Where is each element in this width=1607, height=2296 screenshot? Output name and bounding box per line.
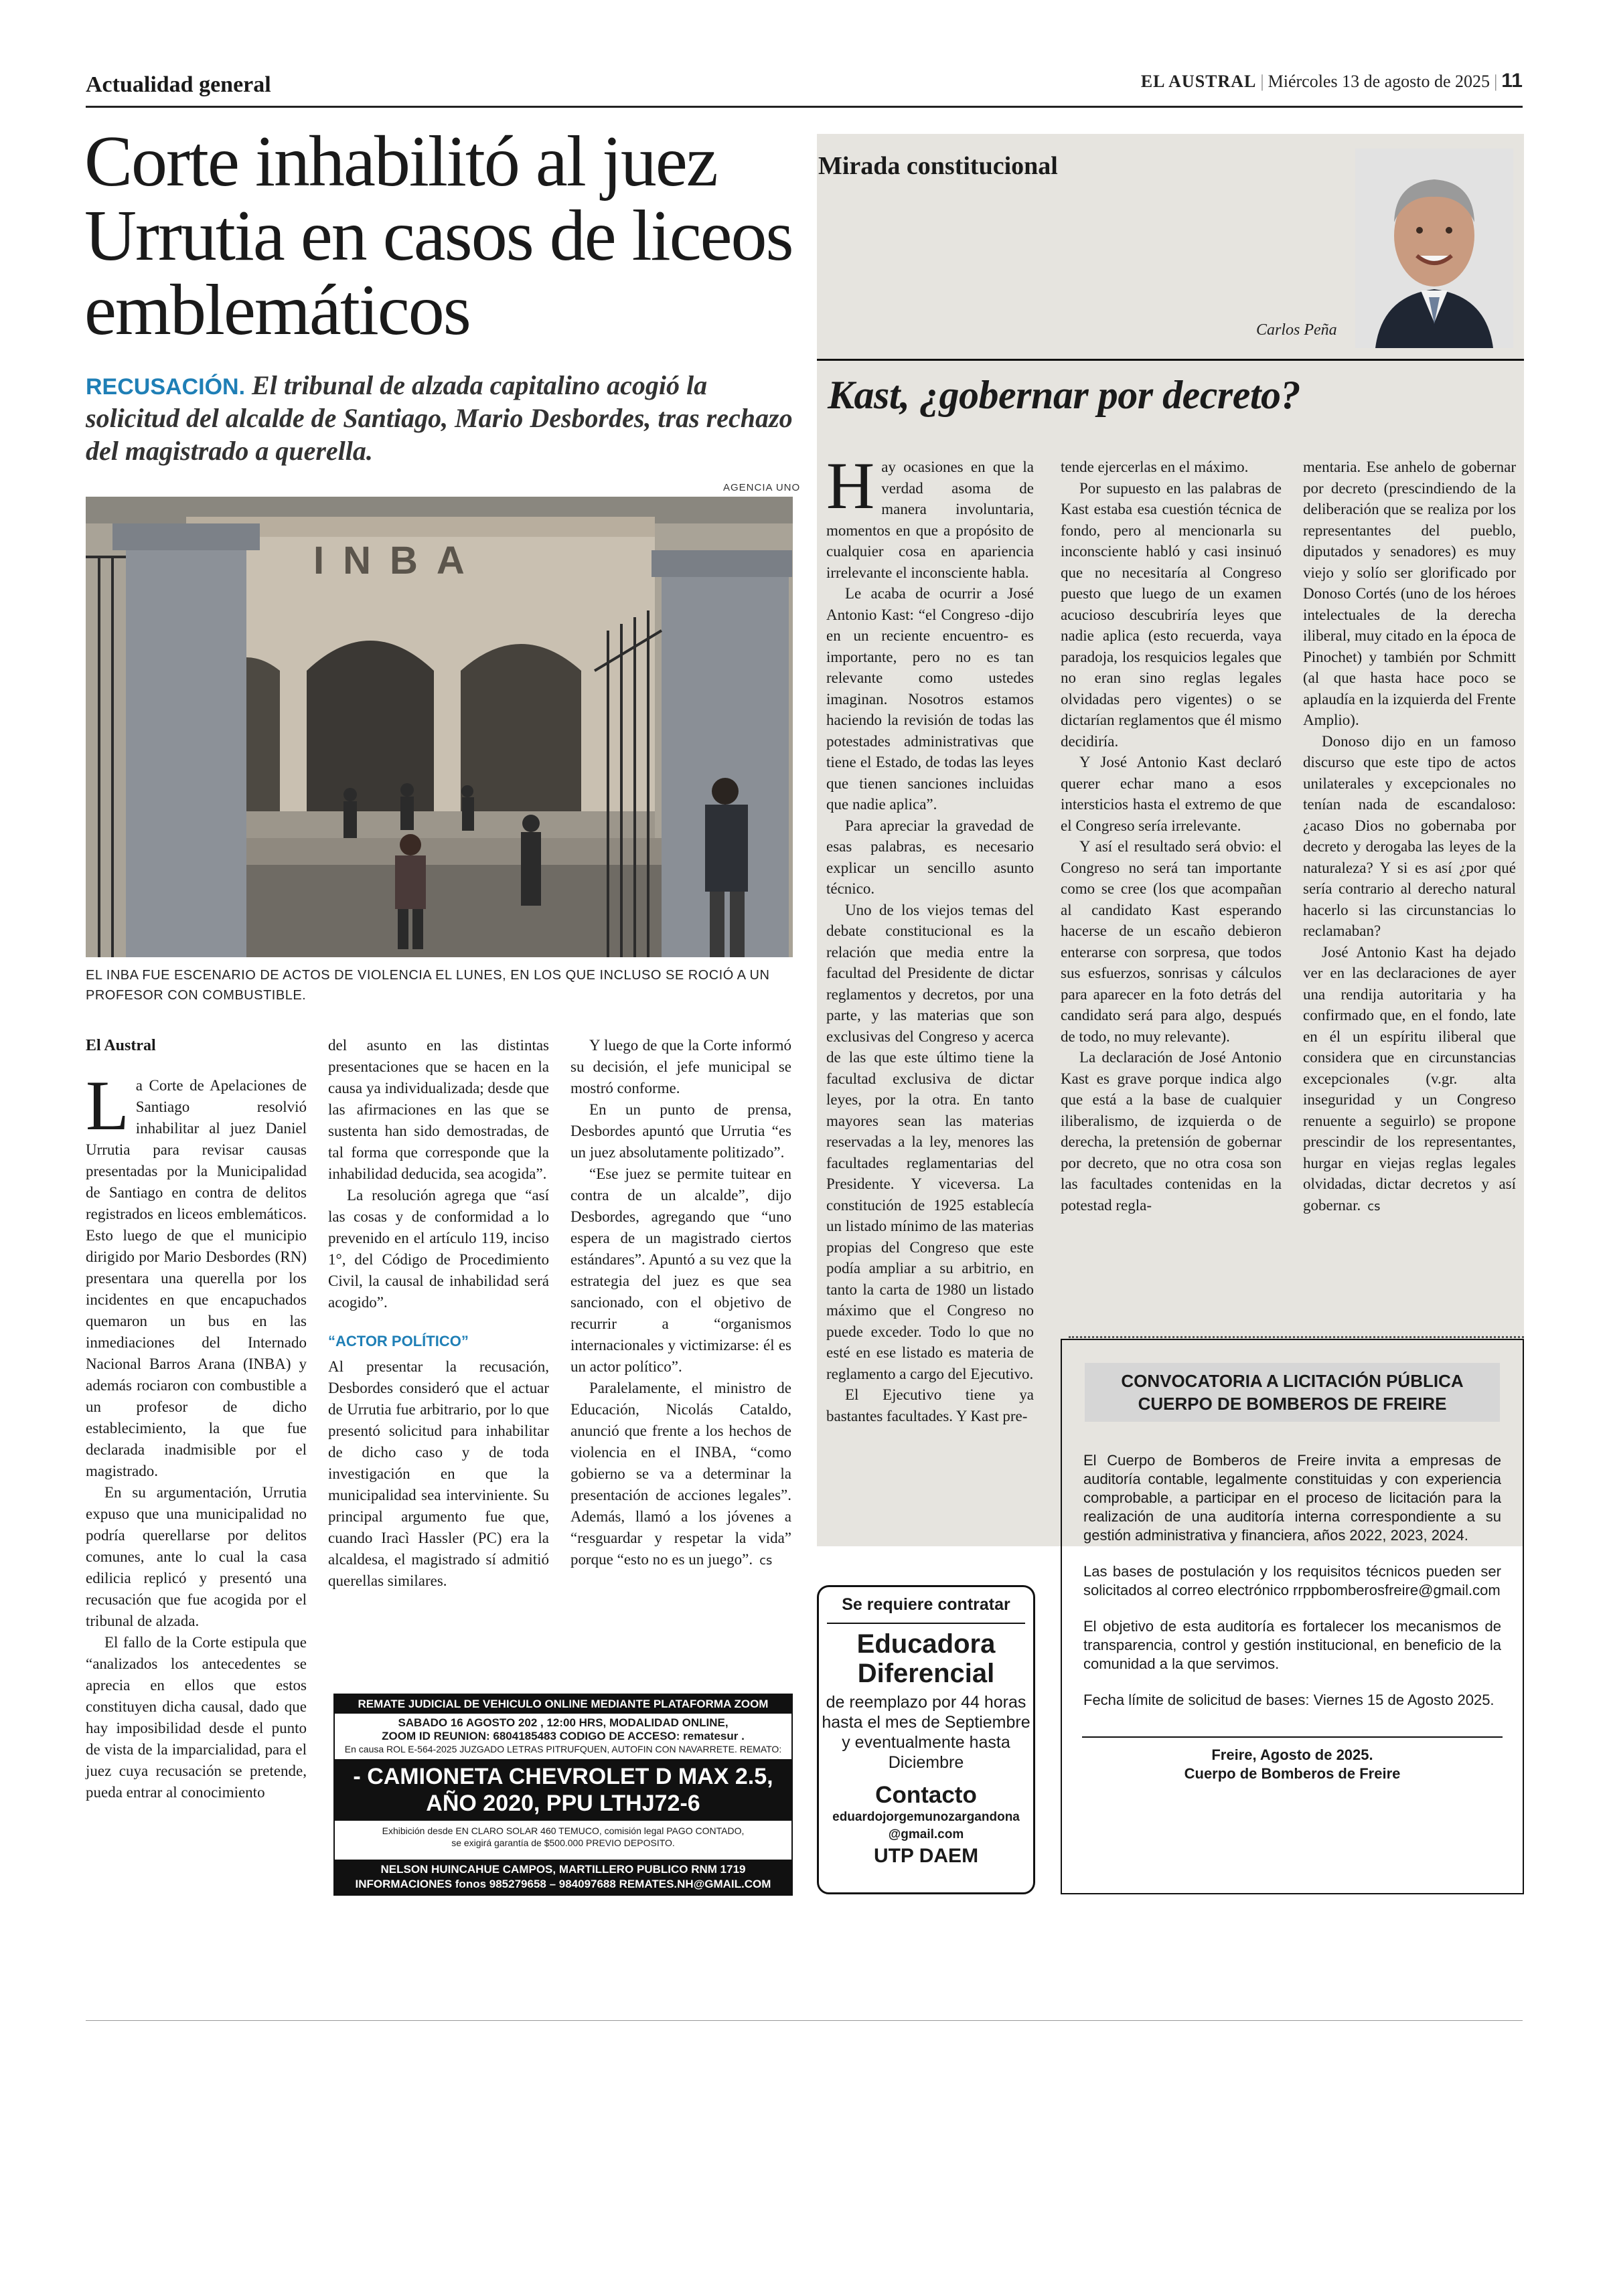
hire-email-domain: @gmail.com — [888, 1827, 964, 1841]
tender-signature-line: Freire, Agosto de 2025. — [1211, 1746, 1373, 1763]
end-mark-icon: cs — [759, 1554, 773, 1568]
opinion-paragraph: Por supuesto en las palabras de Kast estaba esa cuestión técnica de fondo, pero al mencionarla su inconsciente habló y casi insinuó que no necesitaría al Congreso puesto que luego de un examen acucioso descubriría leyes que nadie aplica (esto recuerda, vaya paradoja, los resquicios legales que no eran sino reglas legales olvidadas pero vigentes) o se dictarían reglamentos que él mismo decidiría. — [1061, 479, 1282, 750]
auction-line: SABADO 16 AGOSTO 202 , 12:00 HRS, MODALIDAD ONLINE, — [398, 1716, 729, 1729]
issue-date: Miércoles 13 de agosto de 2025 — [1268, 72, 1490, 91]
tender-paragraph: Las bases de postulación y los requisitos técnicos pueden ser solicitados al correo electrónico rrppbomberosfreire@gmail.com — [1083, 1563, 1501, 1598]
article-paragraph: El fallo de la Corte estipula que “analizados los antecedentes se aprecia en ellos que estos constituyen dicha causal, dado que hay imposibilidad desde el punto de vista de la imparcialidad, para el juez cuya recusación se pretende, pueda entrar al conocimiento — [86, 1634, 307, 1801]
hire-email: eduardojorgemunozargandona — [832, 1810, 1020, 1824]
header-rule — [86, 106, 1523, 108]
tender-signature-line: Cuerpo de Bomberos de Freire — [1184, 1765, 1401, 1782]
dotted-rule — [1069, 1336, 1524, 1338]
hire-position: Educadora Diferencial — [827, 1623, 1025, 1688]
section-label: Actualidad general — [86, 72, 271, 97]
article-paragraph: La resolución agrega que “así las cosas y de conformidad a lo prevenido en el artículo 119, inciso 1°, del Código de Procedimiento Civil, la causal de inhabilidad será acogido”. — [328, 1187, 549, 1311]
article-paragraph: “Ese juez se permite tuitear en contra de un alcalde”, dijo Desbordes, agregando que “uno espera de un magistrado ciertos estándares”. Apuntó a su vez que la estrategia del juez es que sea sancionado, con el objetivo de recurrir a “organismos internacionales y victimizarse: él es un actor político”. — [570, 1165, 791, 1375]
article-paragraph: a Corte de Apelaciones de Santiago resolvió inhabilitar al juez Daniel Urrutia para revisar causas presentadas por la Municipalidad de Santiago en contra de delitos registrados en liceos emblemáticos. Esto luego de que el municipio dirigido por Mario Desbordes (RN) presentara una querella por los incidentes en que encapuchados quemaron un bus en las inmediaciones del Internado Nacional Barros Arana (INBA) y además rociaron con combustible a un profesor de dicho establecimiento, la que fue declarada inadmisible por el magistrado. — [86, 1077, 307, 1479]
article-subhead: “ACTOR POLÍTICO” — [328, 1333, 469, 1349]
auction-line: En causa ROL E-564-2025 JUZGADO LETRAS PITRUFQUEN, AUTOFIN CON NAVARRETE. REMATO: — [344, 1744, 782, 1754]
auction-line: ZOOM ID REUNION: 6804185483 CODIGO DE ACCESO: rematesur . — [382, 1730, 745, 1742]
hire-org: UTP DAEM — [873, 1845, 979, 1867]
article-deck-text: El tribunal de alzada capitalino acogió la solicitud del alcalde de Santiago, Mario Desbordes, tras rechazo del magistrado a querella. — [86, 370, 793, 466]
bottom-rule — [86, 2020, 1523, 2021]
inba-sign: INBA — [313, 539, 483, 582]
article-paragraph: del asunto en las distintas presentaciones que se hacen en la causa ya individualizada; desde que las afirmaciones en las que se sustenta han sido demostradas, de tal forma que corresponde que la inhabilidad deducida, sea acogida”. — [328, 1037, 549, 1182]
auction-vehicle-line: - CAMIONETA CHEVROLET D MAX 2.5, — [353, 1764, 773, 1789]
article-deck — [86, 370, 795, 467]
author-portrait — [1355, 149, 1513, 348]
tender-signature — [1082, 1736, 1503, 1783]
byline: El Austral — [86, 1037, 156, 1054]
opinion-paragraph: Donoso dijo en un famoso discurso que este tipo de actos unilaterales y excepcionales no tenían nada de escandaloso: ¿acaso Dios no gobernaba por decreto y derogaba las leyes de la naturaleza? Y si es así ¿por qué sería contrario al derecho natural hacerlo si las circunstancias lo reclamaban? — [1303, 732, 1516, 939]
page-number: 11 — [1501, 70, 1523, 92]
author-name: Carlos Peña — [1256, 321, 1337, 339]
tender-heading — [1085, 1363, 1500, 1422]
opinion-column-2 — [1061, 457, 1282, 1216]
auction-vehicle-line: AÑO 2020, PPU LTHJ72-6 — [426, 1791, 700, 1816]
article-headline: Corte inhabilitó al juez Urrutia en casos de liceos emblemáticos — [84, 122, 793, 351]
article-paragraph: Al presentar la recusación, Desbordes consideró que el actuar de Urrutia fue arbitrario, por lo que presentó solicitud para inhabilitar de dicho caso y de toda investigación en que la municipalidad sea interviniente. Su principal argumento fue que, cuando Iracì Hassler (PC) era la alcaldesa, el magistrado sí admitió querellas similares. — [328, 1358, 549, 1589]
page-folio: EL AUSTRAL | Miércoles 13 de agosto de 2025 | 11 — [1140, 70, 1523, 92]
auction-footer-line: NELSON HUINCAHUE CAMPOS, MARTILLERO PUBLICO RNM 1719 — [380, 1863, 746, 1876]
opinion-paragraph: mentaria. Ese anhelo de gobernar por decreto (prescindiendo de la deliberación que se realiza por los representantes del pueblo, diputados y senadores) es muy viejo y solío ser glorificado por Donoso Cortés (uno de los héroes intelectuales de la derecha iliberal, muy citado en la época de Pinochet) y también por Schmitt (al que hasta hace poco se aplaudía en la izquierda del Frente Amplio). — [1303, 459, 1516, 728]
auction-line: se exigirá garantía de $500.000 PREVIO DEPOSITO. — [451, 1837, 675, 1848]
article-column-2 — [328, 1035, 549, 1592]
article-photo — [86, 497, 793, 957]
tender-heading-line: CONVOCATORIA A LICITACIÓN PÚBLICA — [1121, 1371, 1464, 1391]
tender-paragraph: El objetivo de esta auditoría es fortalecer los mecanismos de transparencia, control y gestión institucional, en beneficio de la comunidad a la que servimos. — [1083, 1618, 1501, 1672]
opinion-rule — [817, 359, 1524, 361]
inba-building-photo — [86, 497, 793, 957]
auction-footer-line: INFORMACIONES fonos 985279658 – 984097688 REMATES.NH@GMAIL.COM — [355, 1878, 771, 1890]
opinion-paragraph: José Antonio Kast ha dejado ver en las declaraciones de ayer una rendija autoritaria y ha confirmado que, en el fondo, late en él un espíritu iliberal que considera que en circunstancias excepcionales (v.gr. alta inseguridad y un Congreso renuente a seguirlo) se propone prescindir de los representantes, hurgar en viejas reglas legales olvidadas, dictar decretos y así gobernar. — [1303, 943, 1516, 1214]
tender-paragraph: El Cuerpo de Bomberos de Freire invita a empresas de auditoría contable, legalmente constituidas y con experiencia comprobable, a participar en el proceso de licitación para la realización de una auditoría interna correspondiente a su gestión administrativa y financiera, años 2022, 2023, 2024. — [1083, 1452, 1501, 1544]
opinion-section-label: Mirada constitucional — [818, 152, 1058, 180]
tender-ad — [1061, 1339, 1524, 1894]
article-column-3 — [570, 1035, 791, 1572]
opinion-paragraph: Uno de los viejos temas del debate constitucional es la relación que media entre la facultad del Presidente de dictar reglamentos y decretos, por una parte, y las materias que son exclusivas del Congreso y acerca de las que este último tiene la facultad exclusiva de dictar leyes, por la otra. En tanto mayores sean las materias reservadas a la ley, menores las facultades reglamentarias del Presidente. Y viceversa. La constitución de 1925 establecía un listado mínimo de las materias propias del Congreso que este podía ampliar a su arbitrio, en tanto la carta de 1980 un listado máximo que el Congreso no puede exceder. Todo lo que no esté en ese listado es materia de reglamento a cargo del Ejecutivo. — [826, 901, 1034, 1382]
article-kicker: RECUSACIÓN. — [86, 374, 246, 400]
article-column-1 — [86, 1035, 307, 1803]
auction-footer — [335, 1860, 791, 1894]
opinion-paragraph: tende ejercerlas en el máximo. — [1061, 459, 1249, 475]
photo-caption: EL INBA FUE ESCENARIO DE ACTOS DE VIOLENCIA EL LUNES, EN LOS QUE INCLUSO SE ROCIÓ A UN PROFESOR CON COMBUSTIBLE. — [86, 968, 770, 1003]
end-mark-icon: cs — [1367, 1199, 1381, 1214]
opinion-paragraph: Y José Antonio Kast declaró querer echar mano a esos intersticios hasta el extremo de que el Congreso sería irrelevante. — [1061, 754, 1282, 834]
dropcap: L — [86, 1066, 129, 1145]
dropcap: H — [826, 448, 875, 523]
opinion-paragraph: Para apreciar la gravedad de esas palabras, es necesario explicar un sencillo asunto técnico. — [826, 817, 1034, 897]
auction-ad — [333, 1694, 793, 1896]
opinion-paragraph: ay ocasiones en que la verdad asoma de manera involuntaria, momentos en que a propósito de cualquier cosa en apariencia irrelevante el inconsciente habla. — [826, 459, 1034, 581]
article-paragraph: Y luego de que la Corte informó su decisión, el jefe municipal se mostró conforme. — [570, 1037, 791, 1096]
opinion-column-3 — [1303, 457, 1516, 1217]
hire-title: Se requiere contratar — [842, 1595, 1010, 1614]
opinion-paragraph: La declaración de José Antonio Kast es grave porque indica algo que está a la base de cualquier iliberalismo, de izquierda o de derecha, la pretensión de gobernar por decreto, que no otra cosa son las facultades contenidas en la potestad regla- — [1061, 1049, 1282, 1214]
auction-title: REMATE JUDICIAL DE VEHICULO ONLINE MEDIANTE PLATAFORMA ZOOM — [335, 1695, 791, 1714]
hire-ad — [817, 1585, 1035, 1894]
photo-credit: AGENCIA UNO — [723, 482, 801, 493]
article-paragraph: Paralelamente, el ministro de Educación, Nicolás Cataldo, anunció que frente a los hechos de violencia en el INBA, “como gobierno se va a determinar la presentación de acciones legales”. Además, llamó a los jóvenes a “resguardar y respetar la vida” porque “esto no es un juego”. — [570, 1380, 791, 1568]
article-paragraph: En su argumentación, Urrutia expuso que una municipalidad no podría querellarse por delitos comunes, ante lo cual la casa edilicia replicó y presentó una recusación que fue acogida por el tribunal de alzada. — [86, 1484, 307, 1629]
author-portrait-image — [1355, 149, 1513, 348]
hire-details: de reemplazo por 44 horas hasta el mes de Septiembre y eventualmente hasta Diciembre — [822, 1693, 1030, 1772]
auction-line: Exhibición desde EN CLARO SOLAR 460 TEMUCO, comisión legal PAGO CONTADO, — [382, 1825, 745, 1836]
auction-vehicle — [335, 1759, 791, 1821]
hire-contact-label: Contacto — [875, 1782, 977, 1808]
opinion-paragraph: Y así el resultado será obvio: el Congreso no será tan importante como se cree (los que acompañan al candidato Kast esperando hacerse de un escaño debieron enterarse con sorpresa, que todos sus esfuerzos, sonrisas y cálculos para aparecer en la foto detrás del candidato será para algo, después de todo, no muy relevante). — [1061, 838, 1282, 1045]
newspaper-brand: EL AUSTRAL — [1140, 72, 1257, 91]
opinion-column-1 — [826, 448, 1034, 1426]
tender-paragraph: Fecha límite de solicitud de bases: Viernes 15 de Agosto 2025. — [1083, 1692, 1495, 1708]
opinion-title: Kast, ¿gobernar por decreto? — [828, 373, 1300, 417]
opinion-paragraph: Le acaba de ocurrir a José Antonio Kast: “el Congreso -dijo en un reciente encuentro- es importante, pero no es tan relevante como ustedes imaginan. Nosotros estamos haciendo la revisión de todas las potestades administrativas que tiene el Estado, de todas las leyes que tienen sanciones incluidas que nadie aplica”. — [826, 585, 1034, 813]
tender-heading-line: CUERPO DE BOMBEROS DE FREIRE — [1138, 1394, 1447, 1414]
article-paragraph: En un punto de prensa, Desbordes apuntó que Urrutia “es un juez absolutamente politizado”. — [570, 1101, 791, 1161]
opinion-paragraph: El Ejecutivo tiene ya bastantes facultades. Y Kast pre- — [826, 1386, 1034, 1424]
